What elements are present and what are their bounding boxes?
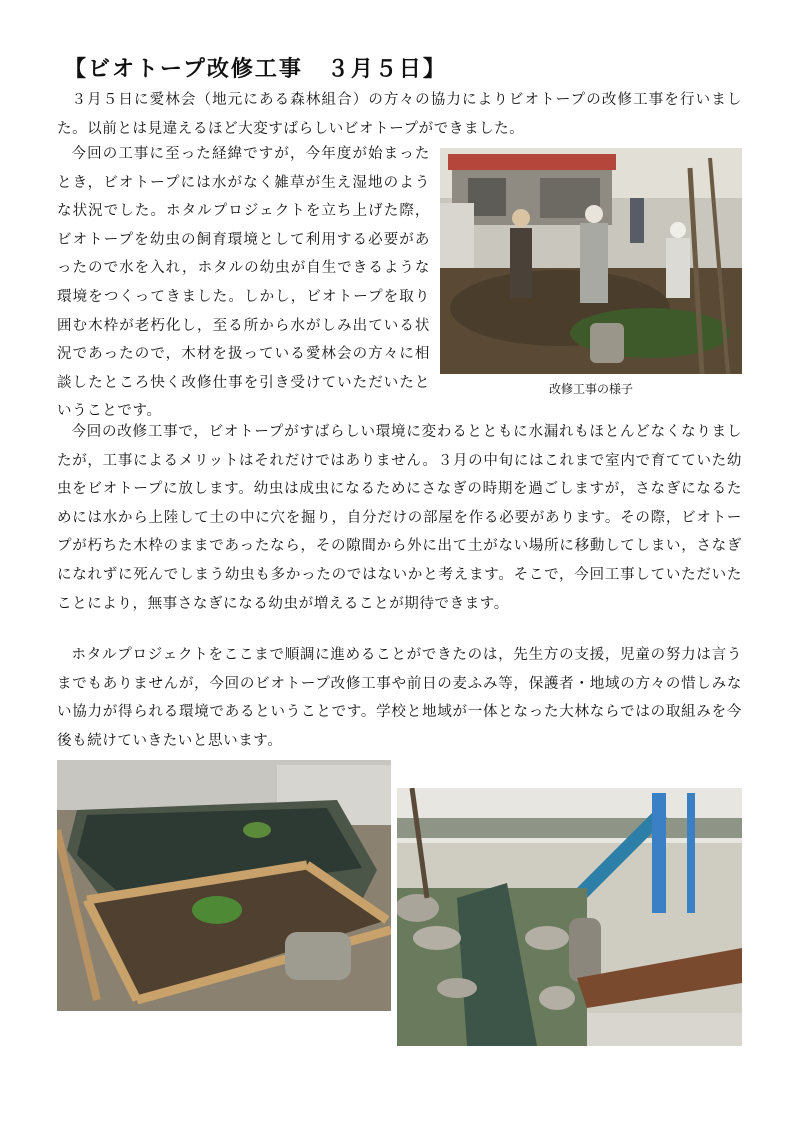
paragraph-conclusion: ホタルプロジェクトをここまで順調に進めることができたのは，先生方の支援，児童の努力は言うまでもありませんが，今回のビオトープ改修工事や前日の麦ふみ等，保護者・地域の方々の惜しみない協力が得られる環境であるということです。学校と地域が一体となった大林ならではの取組みを今後も続けていきたいと思います。 (57, 647, 742, 749)
biotope-pond-photo-left (57, 760, 391, 1011)
page-title: 【ビオトープ改修工事 ３月５日】 (64, 57, 447, 82)
paragraph-background-block (57, 140, 742, 426)
paragraph-background: 今回の工事に至った経緯ですが，今年度が始まったとき，ビオトープには水がなく雑草が生え湿地のような状況でした。ホタルプロジェクトを立ち上げた際，ビオトープを幼虫の飼育環境として利用する必要があったので水を入れ，ホタルの幼虫が自生できるような環境をつくってきました。しかし，ビオトープを取り囲む木枠が老朽化し，至る所から水がしみ出ている状況であったので，木材を扱っている愛林会の方々に相談したところ快く改修仕事を引き受けていただいたということです。 (57, 146, 430, 420)
paragraph-intro: ３月５日に愛林会（地元にある森林組合）の方々の協力によりビオトープの改修工事を行いました。以前とは見違えるほど大変すばらしいビオトープができました。 (57, 92, 742, 137)
photo-caption: 改修工事の様子 (548, 382, 633, 396)
biotope-stream-photo-right (397, 788, 742, 1046)
construction-photo-figure (440, 148, 742, 406)
paragraph-benefits: 今回の改修工事で，ビオトープがすばらしい環境に変わるとともに水漏れもほとんどなくなりましたが，工事によるメリットはそれだけではありません。３月の中旬にはこれまで室内で育てていた幼虫をビオトープに放します。幼虫は成虫になるためにさなぎの時期を過ごしますが，さなぎになるためには水から上陸して土の中に穴を掘り，自分だけの部屋を作る必要があります。その際，ビオトープが朽ちた木枠のままであったなら，その隙間から外に出て土がない場所に移動してしまい，さなぎになれずに死んでしまう幼虫も多かったのではないかと考えます。そこで，今回工事していただいたことにより，無事さなぎになる幼虫が増えることが期待できます。 (57, 424, 742, 612)
construction-work-photo (440, 148, 742, 374)
